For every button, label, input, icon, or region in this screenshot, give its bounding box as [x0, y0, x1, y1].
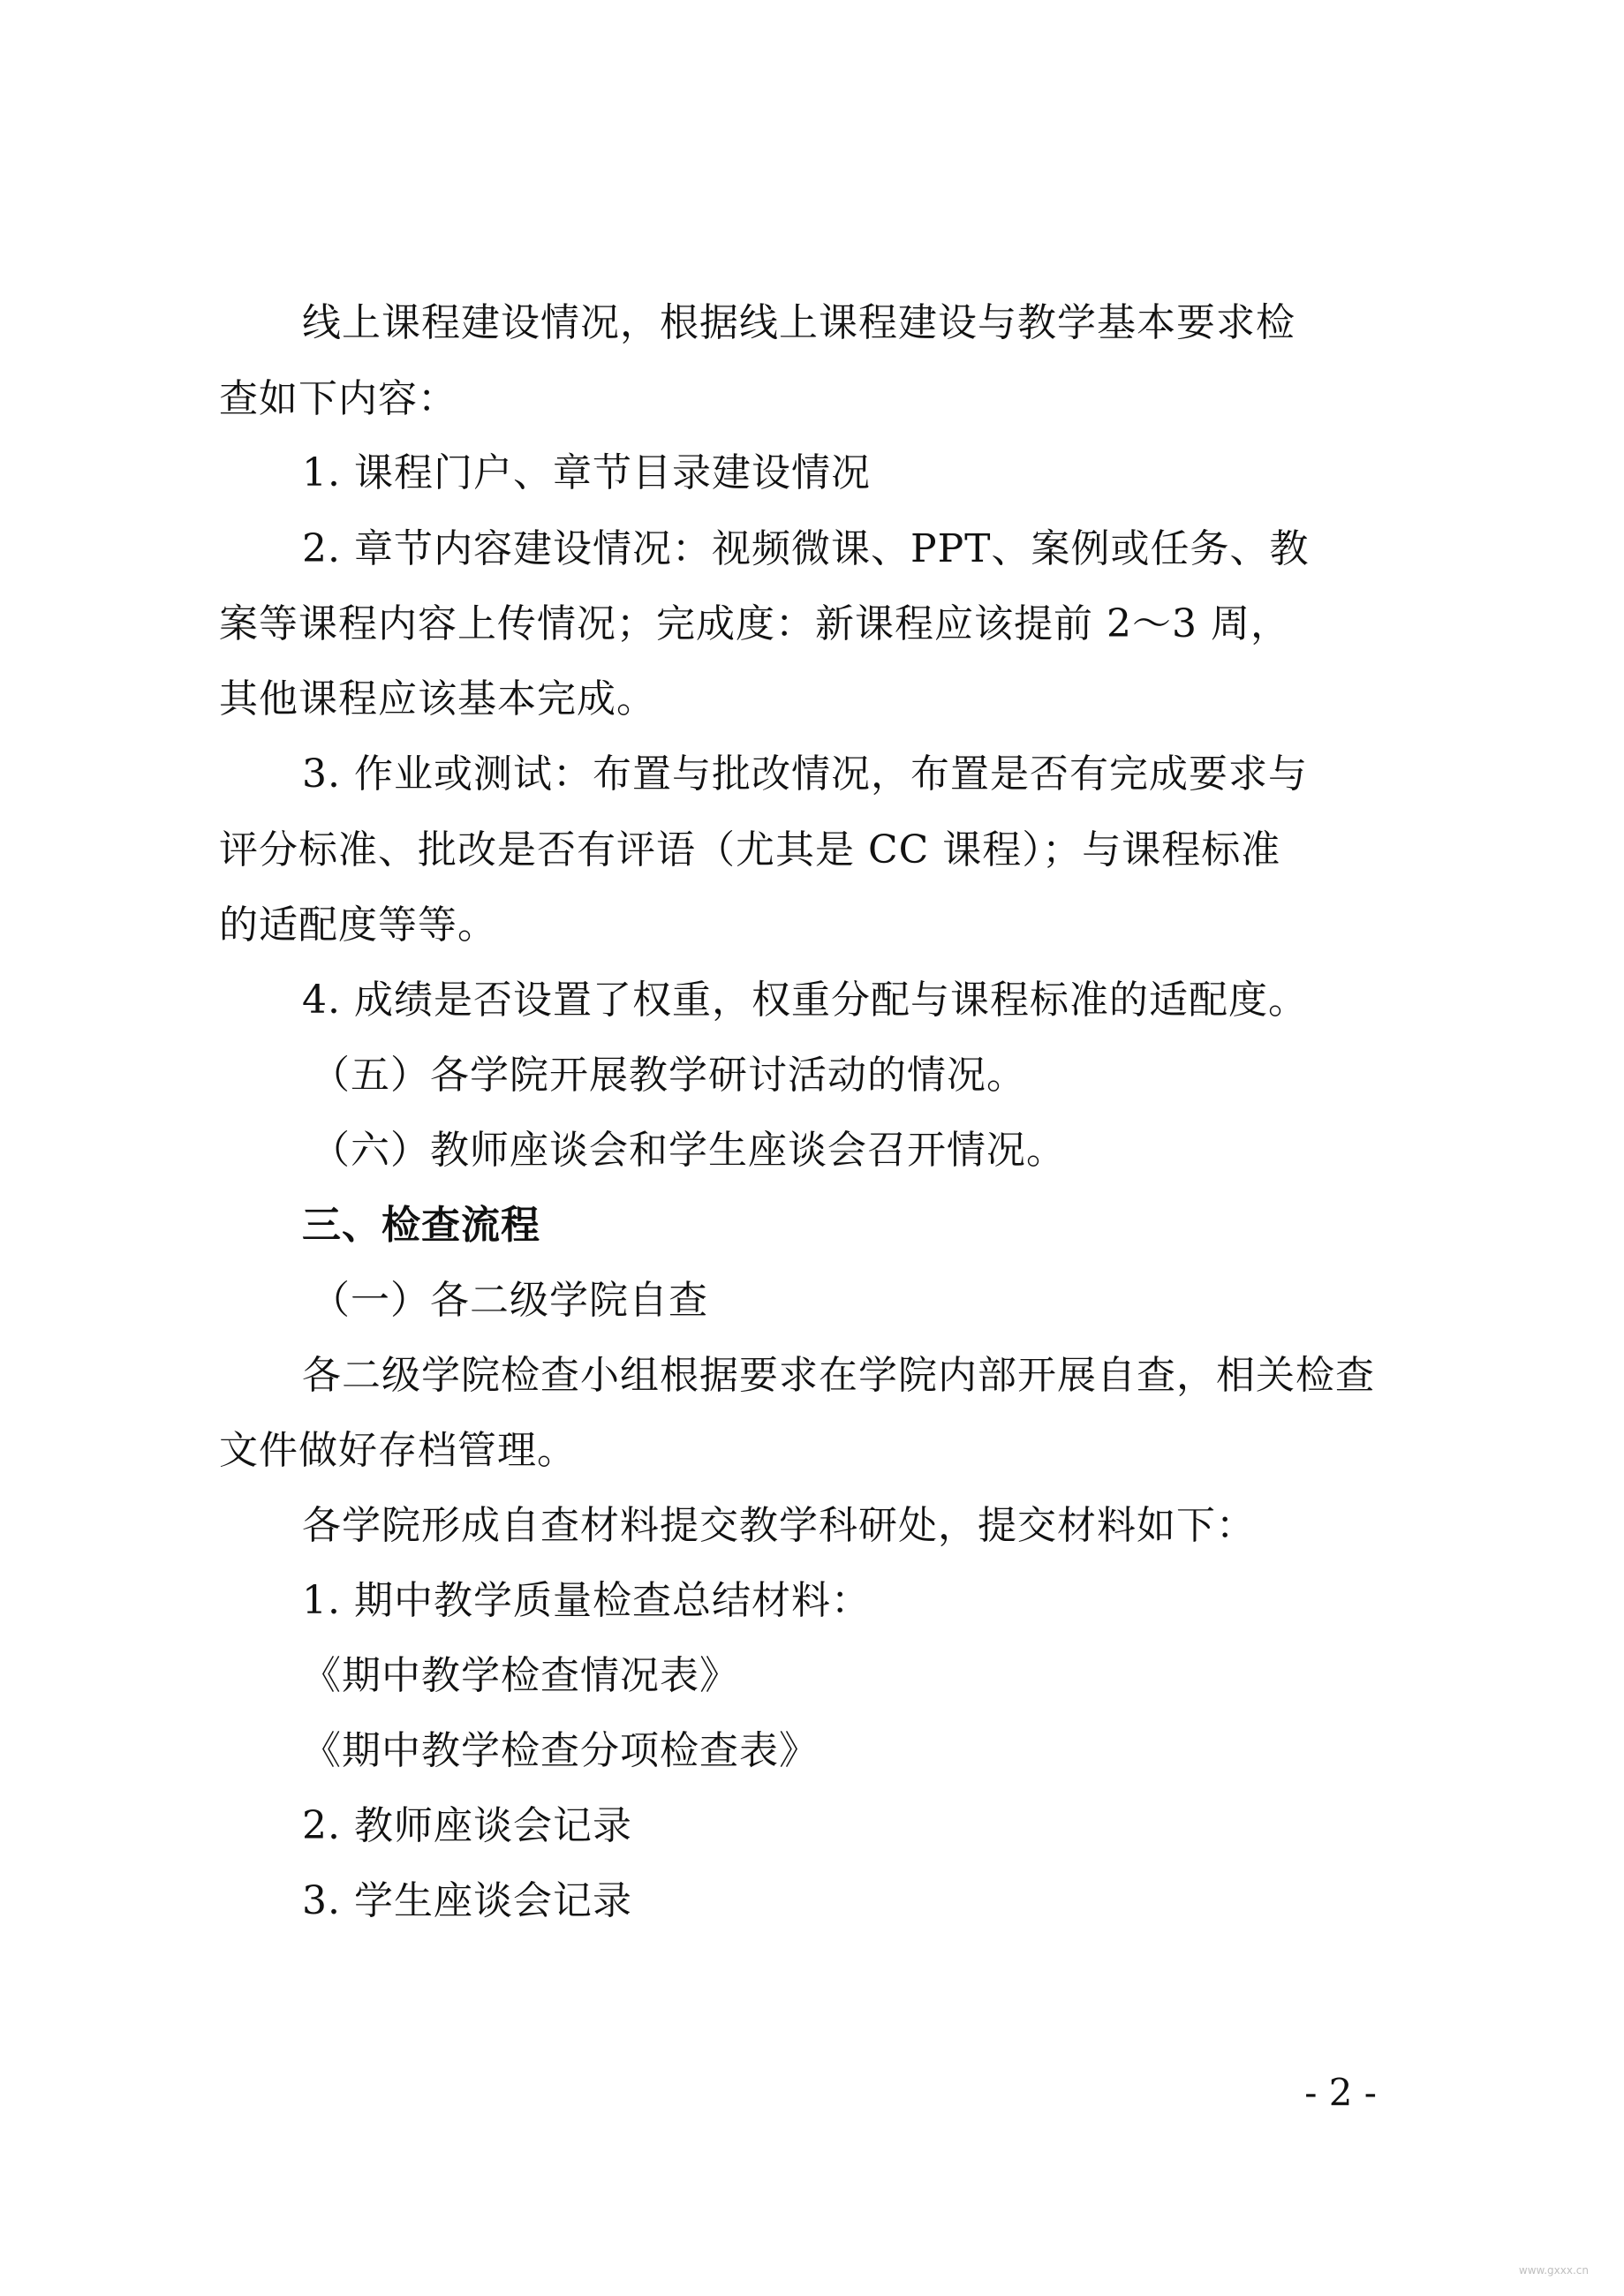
section-heading: （一）各二级学院自查	[311, 1278, 708, 1323]
page-number: - 2 -	[1304, 2071, 1377, 2114]
list-item: 《期中教学检查情况表》	[302, 1653, 739, 1698]
paragraph-line: 的适配度等等。	[219, 903, 497, 948]
paragraph-line: 线上课程建设情况，根据线上课程建设与教学基本要求检	[302, 300, 1295, 345]
list-item: 2. 教师座谈会记录	[302, 1803, 632, 1848]
list-item: 2. 章节内容建设情况：视频微课、PPT、案例或任务、教	[302, 526, 1310, 571]
list-item: 1. 课程门户、章节目录建设情况	[302, 450, 871, 495]
list-item: 3. 学生座谈会记录	[302, 1878, 632, 1923]
chapter-heading: 三、检查流程	[302, 1203, 540, 1248]
watermark: www.gxxx.cn	[1518, 2264, 1589, 2277]
paragraph-line: 各学院形成自查材料提交教学科研处，提交材料如下：	[302, 1503, 1256, 1548]
list-item: 4. 成绩是否设置了权重，权重分配与课程标准的适配度。	[302, 978, 1308, 1023]
paragraph-line: 案等课程内容上传情况；完成度：新课程应该提前 2～3 周，	[219, 601, 1290, 646]
paragraph-line: 文件做好存档管理。	[219, 1428, 577, 1473]
paragraph-line: 其他课程应该基本完成。	[219, 676, 656, 721]
list-item: 《期中教学检查分项检查表》	[302, 1728, 819, 1773]
list-item: 3. 作业或测试：布置与批改情况，布置是否有完成要求与	[302, 751, 1308, 797]
section-heading: （六）教师座谈会和学生座谈会召开情况。	[311, 1128, 1066, 1173]
list-item: 1. 期中教学质量检查总结材料：	[302, 1578, 871, 1623]
paragraph-line: 查如下内容：	[219, 376, 457, 421]
section-heading: （五）各学院开展教学研讨活动的情况。	[311, 1053, 1026, 1098]
paragraph-line: 各二级学院检查小组根据要求在学院内部开展自查，相关检查	[302, 1353, 1375, 1398]
paragraph-line: 评分标准、批改是否有评语（尤其是 CC 课程）；与课程标准	[219, 827, 1281, 872]
